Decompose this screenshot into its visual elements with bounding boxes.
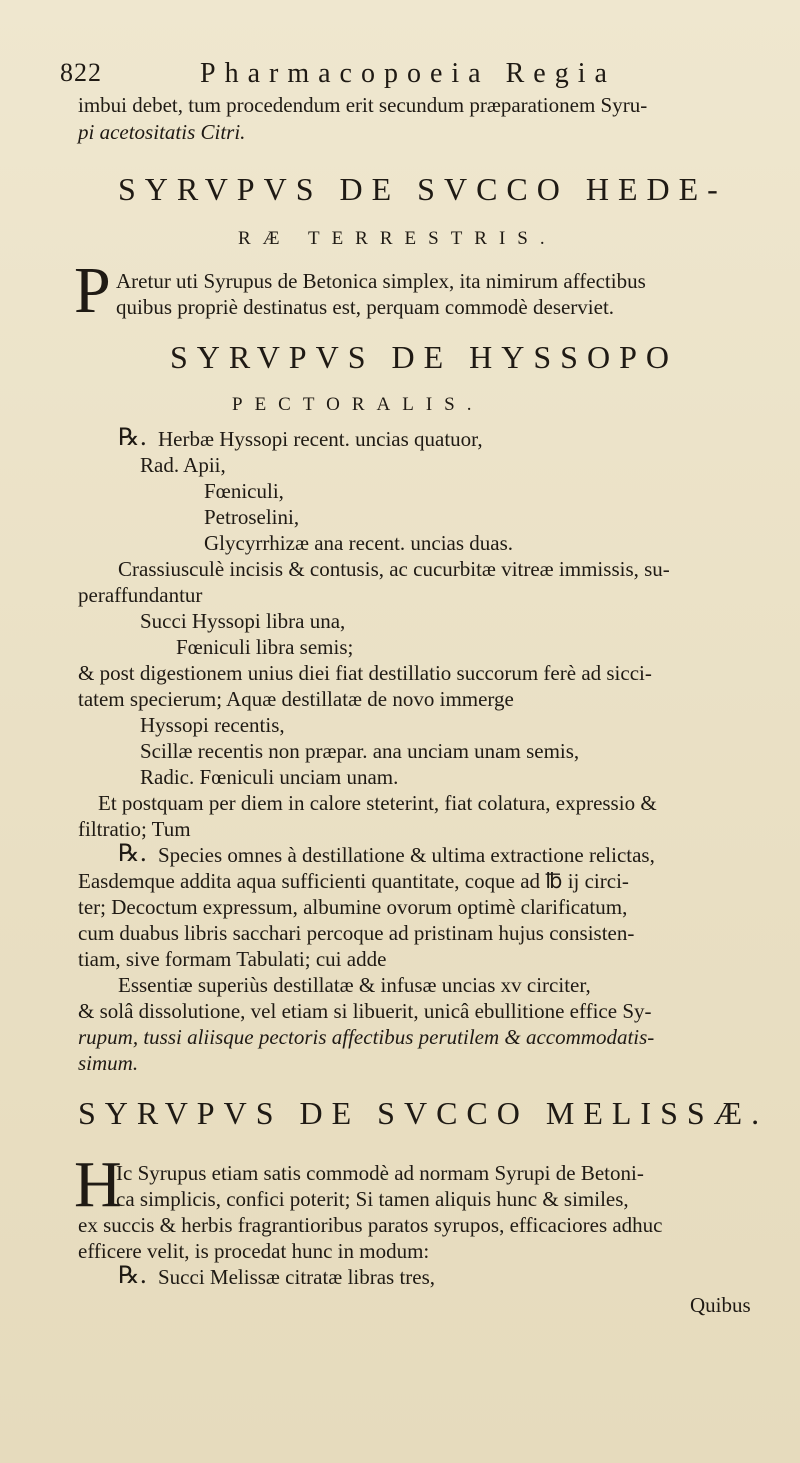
- text-line: Fœniculi libra semis;: [176, 635, 354, 659]
- text-line: ca simplicis, confici poterit; Si tamen aliquis hunc & similes,: [116, 1187, 629, 1211]
- text-line: tatem specierum; Aquæ destillatæ de novo immerge: [78, 687, 514, 711]
- section-subheading: PECTORALIS.: [232, 394, 484, 415]
- text-line: Radic. Fœniculi unciam unam.: [140, 765, 399, 789]
- section-subheading: RÆ TERRESTRIS.: [238, 228, 557, 249]
- section-heading: SYRVPVS DE SVCCO HEDE-: [118, 171, 727, 207]
- text-line: efficere velit, is procedat hunc in modum:: [78, 1239, 430, 1263]
- text-line: Fœniculi,: [204, 479, 284, 503]
- text-line: cum duabus libris sacchari percoque ad pristinam hujus consisten-: [78, 921, 635, 945]
- text-line: Herbæ Hyssopi recent. uncias quatuor,: [158, 427, 483, 451]
- text-line: ter; Decoctum expressum, albumine ovorum optimè clarificatum,: [78, 895, 628, 919]
- text-line: Succi Melissæ citratæ libras tres,: [158, 1265, 436, 1289]
- text-line: peraffundantur: [78, 583, 203, 607]
- running-header: [60, 58, 760, 94]
- text-line: rupum, tussi aliisque pectoris affectibus perutilem & accommodatis-: [78, 1025, 655, 1049]
- text-line: Et postquam per diem in calore steterint, fiat colatura, expressio &: [98, 791, 657, 815]
- text-line: quibus propriè destinatus est, perquam commodè deserviet.: [116, 295, 615, 319]
- recipe-symbol: ℞.: [118, 423, 148, 451]
- text-line: Glycyrrhizæ ana recent. uncias duas.: [204, 531, 514, 555]
- catchword: Quibus: [690, 1293, 751, 1317]
- section-heading: SYRVPVS DE HYSSOPO: [170, 339, 678, 375]
- text-line: & post digestionem unius diei fiat destillatio succorum ferè ad sicci-: [78, 661, 652, 685]
- text-line: ex succis & herbis fragrantioribus paratos syrupos, efficaciores adhuc: [78, 1213, 663, 1237]
- text-line: Rad. Apii,: [140, 453, 226, 477]
- drop-capital: P: [74, 254, 111, 327]
- text-line: Easdemque addita aqua sufficienti quantitate, coque ad ℔ ij circi-: [78, 869, 629, 893]
- drop-capital: H: [74, 1148, 122, 1221]
- text-line: simum.: [78, 1051, 139, 1075]
- text-line: Species omnes à destillatione & ultima extractione relictas,: [158, 843, 655, 867]
- recipe-symbol: ℞.: [118, 839, 148, 867]
- text-line: Essentiæ superiùs destillatæ & infusæ uncias xv circiter,: [118, 973, 591, 997]
- text-line: Aretur uti Syrupus de Betonica simplex, ita nimirum affectibus: [116, 269, 646, 293]
- text-line: Ic Syrupus etiam satis commodè ad normam Syrupi de Betoni-: [116, 1161, 644, 1185]
- text-line: filtratio; Tum: [78, 817, 191, 841]
- text-line: tiam, sive formam Tabulati; cui adde: [78, 947, 387, 971]
- running-title: Pharmacopoeia Regia: [200, 58, 616, 89]
- text-line: Petroselini,: [204, 505, 300, 529]
- recipe-symbol: ℞.: [118, 1261, 148, 1289]
- text-line: & solâ dissolutione, vel etiam si libuerit, unicâ ebullitione effice Sy-: [78, 999, 652, 1023]
- page-number: 822: [60, 58, 102, 87]
- text-line: Crassiusculè incisis & contusis, ac cucurbitæ vitreæ immissis, su-: [118, 557, 670, 581]
- text-line: Scillæ recentis non præpar. ana unciam unam semis,: [140, 739, 580, 763]
- text-line: Hyssopi recentis,: [140, 713, 285, 737]
- text-line: Succi Hyssopi libra una,: [140, 609, 346, 633]
- text-line: pi acetositatis Citri.: [78, 120, 246, 144]
- section-heading: SYRVPVS DE SVCCO MELISSÆ.: [78, 1095, 769, 1131]
- text-line: imbui debet, tum procedendum erit secundum præparationem Syru-: [78, 93, 648, 117]
